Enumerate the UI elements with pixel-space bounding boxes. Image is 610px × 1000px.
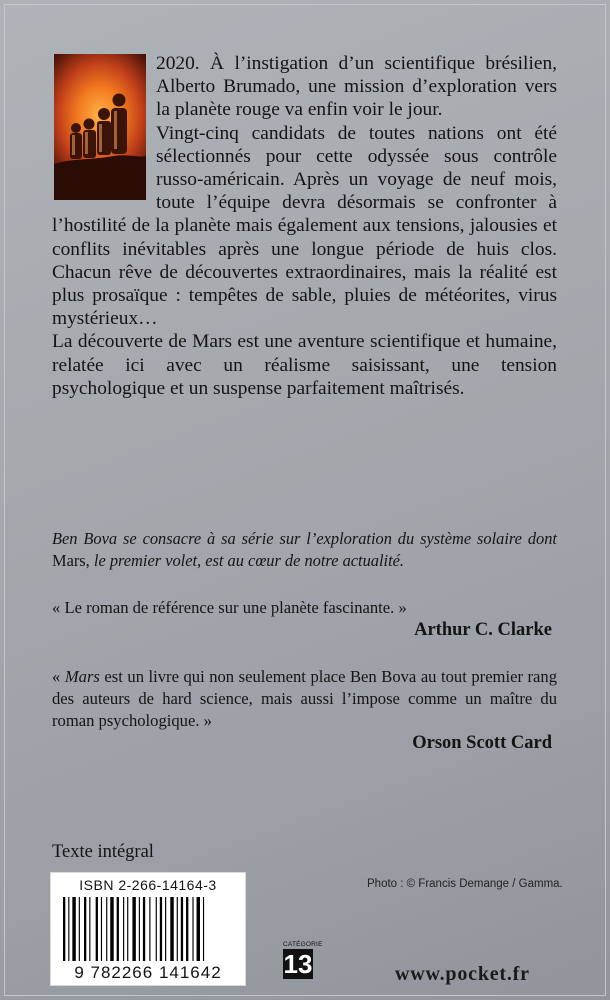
quote-clarke: « Le roman de référence sur une planète fascinante. » — [52, 598, 407, 617]
category-label: CATÉGORIE — [283, 941, 323, 948]
quote-card-open: « — [52, 667, 65, 686]
barcode-bars-icon — [63, 897, 233, 961]
category-badge — [283, 941, 323, 979]
blurb-paragraph-1: 2020. À l’instigation d’un scientifique brésilien, Alberto Brumado, une mission d’exploration vers la planète rouge va enfin voir le jour. — [156, 53, 557, 121]
author-bio — [52, 528, 557, 572]
bio-part-1: Ben Bova se consacre à sa série sur l’exploration du système solaire dont — [52, 529, 557, 548]
blurb-paragraph-2: Vingt-cinq candidats de toutes nations ont été sélectionnés pour cette odyssée sous contrôle russo-américain. Après un voyage de neuf mois, toute l’équipe devra désormais se confronter à l’hostilité de la planète mais également aux tensions, jalousies et conflits inévitables après une longue période de huis clos. Chacun rêve de découvertes extraordinaires, mais la réalité est plus prosaïque : tempêtes de sable, pluies de météorites, virus mystérieux… — [52, 122, 557, 330]
website-url: www.pocket.fr — [395, 963, 530, 985]
photo-credit: Photo : © Francis Demange / Gamma. — [367, 878, 563, 890]
quote-author-card: Orson Scott Card — [412, 733, 552, 753]
blurb — [52, 52, 557, 400]
bio-book-title: Mars, — [52, 551, 90, 570]
category-number: 13 — [283, 949, 313, 979]
quote-card — [52, 666, 557, 732]
barcode-panel — [50, 872, 246, 986]
blurb-paragraph-3: La découverte de Mars est une aventure scientifique et humaine, relatée ici avec un réalisme saisissant, une tension psychologique et un suspense parfaitement maîtrisés. — [52, 331, 557, 399]
bio-part-2: le premier volet, est au cœur de notre actualité. — [89, 551, 405, 570]
ean-number: 9 782266 141642 — [74, 963, 222, 982]
isbn-number: ISBN 2-266-14164-3 — [79, 877, 217, 893]
quote-card-text: est un livre qui non seulement place Ben Bova au tout premier rang des auteurs de hard science, mais aussi l’impose comme un maître du roman psychologique. » — [52, 667, 557, 730]
texte-integral-label: Texte intégral — [52, 842, 154, 862]
quote-author-clarke: Arthur C. Clarke — [414, 620, 552, 640]
quote-card-book-title: Mars — [64, 667, 100, 686]
